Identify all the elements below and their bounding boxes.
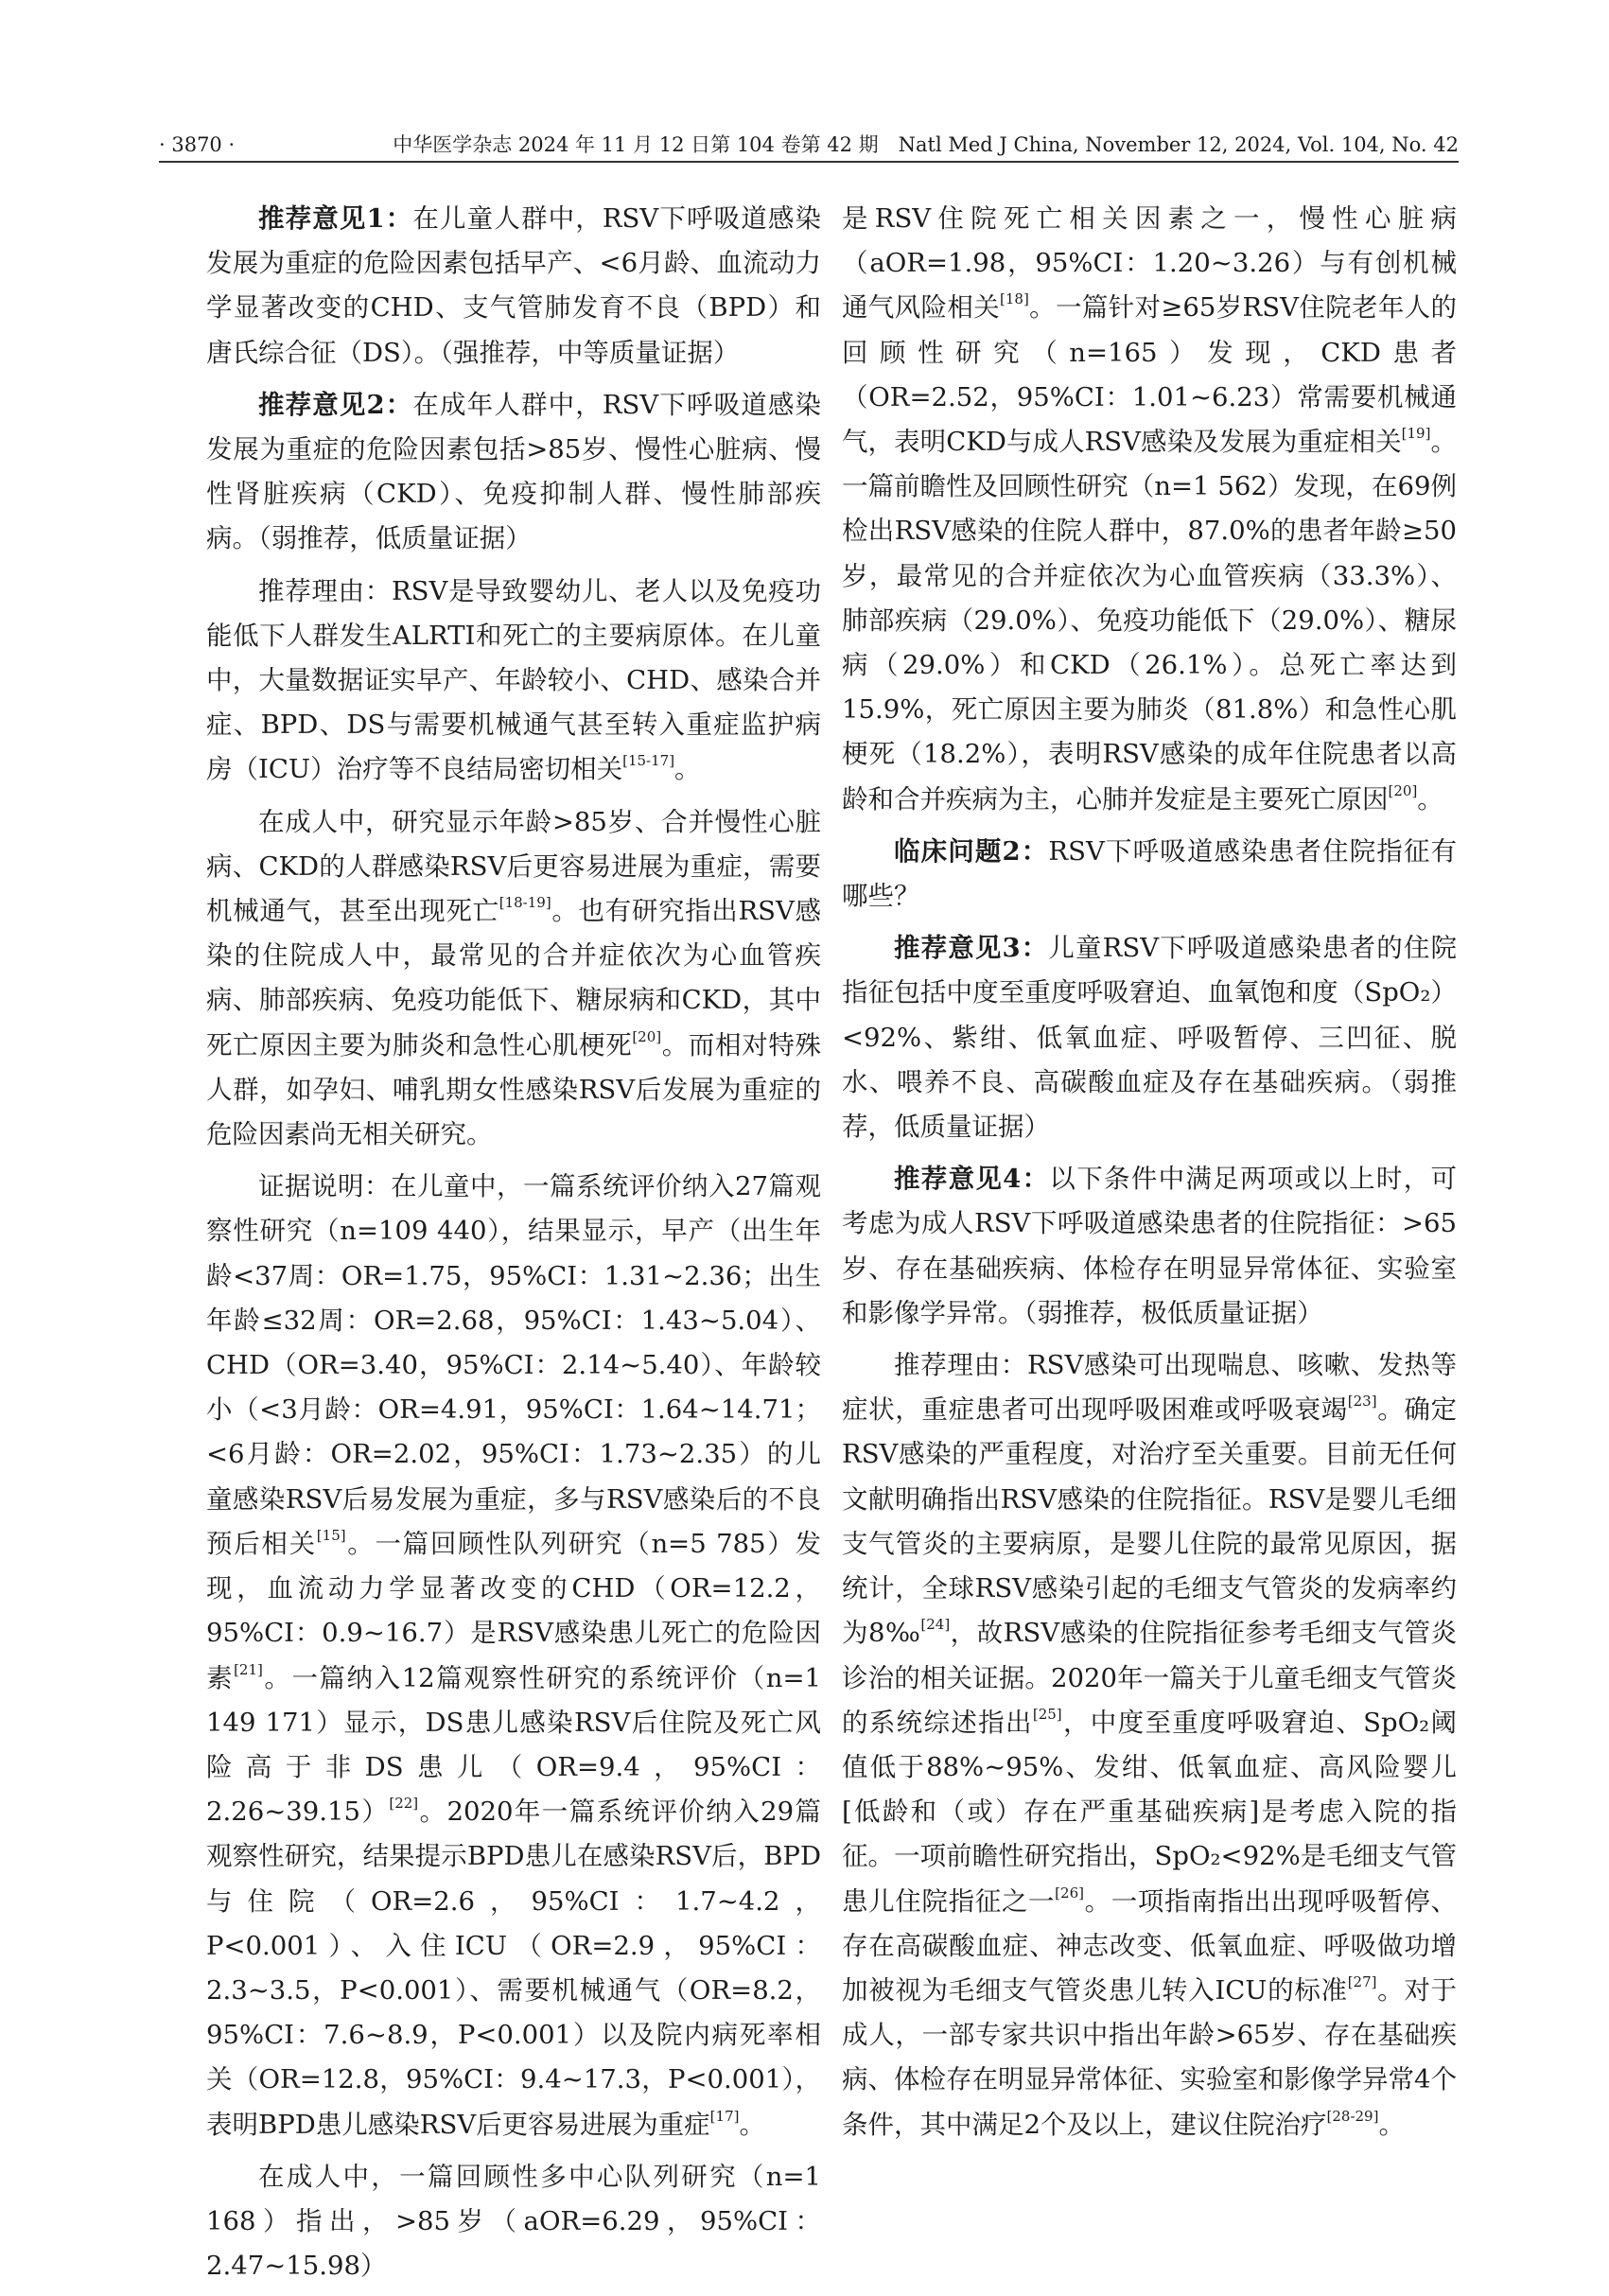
- recommendation-2-label: 推荐意见2：: [258, 389, 413, 420]
- citation-ref: [27]: [1347, 1972, 1377, 1990]
- recommendation-2-text: 在成年人群中，RSV下呼吸道感染发展为重症的危险因素包括>85岁、慢性心脏病、慢性肾脏疾病（CKD）、免疫抑制人群、慢性肺部疾病。（弱推荐，低质量证据）: [206, 389, 822, 554]
- page-number: · 3870 ·: [159, 133, 236, 156]
- journal-citation: 中华医学杂志 2024 年 11 月 12 日第 104 卷第 42 期 Natl Med J China, November 12, 2024, Vol. 104, No. 42: [393, 133, 1459, 156]
- rationale-paragraph-2: 推荐理由：RSV感染可出现喘息、咳嗽、发热等症状，重症患者可出现呼吸困难或呼吸衰竭[23]。确定RSV感染的严重程度，对治疗至关重要。目前无任何文献明确指出RSV感染的住院指征。RSV是婴儿毛细支气管炎的主要病原，是婴儿住院的最常见原因，据统计，全球RSV感染引起的毛细支气管炎的发病率约为8‰[24]，故RSV感染的住院指征参考毛细支气管炎诊治的相关证据。2020年一篇关于儿童毛细支气管炎的系统综述指出[25]，中度至重度呼吸窘迫、SpO₂阈值低于88%~95%、发绀、低氧血症、高风险婴儿[低龄和（或）存在严重基础疾病]是考虑入院的指征。一项前瞻性研究指出，SpO₂<92%是毛细支气管患儿住院指征之一[26]。一项指南指出出现呼吸暂停、存在高碳酸血症、神志改变、低氧血症、呼吸做功增加被视为毛细支气管炎患儿转入ICU的标准[27]。对于成人，一部专家共识中指出年龄>65岁、存在基础疾病、体检存在明显异常体征、实验室和影像学异常4个条件，其中满足2个及以上，建议住院治疗[28-29]。: [842, 1350, 1458, 2140]
- left-column: [206, 197, 821, 2296]
- clinical-question-2-text: RSV下呼吸道感染患者住院指征有哪些？: [842, 835, 1458, 912]
- citation-ref: [26]: [1055, 1884, 1084, 1902]
- citation-ref: [21]: [234, 1660, 263, 1678]
- citation-ref: [23]: [1347, 1393, 1377, 1411]
- citation-ref: [15]: [316, 1526, 346, 1544]
- adult-cohort-paragraph: 在成人中，一篇回顾性多中心队列研究（n=1 168）指出，>85岁（aOR=6.29，95%CI：2.47~15.98）: [206, 2161, 821, 2282]
- continued-paragraph: 是RSV住院死亡相关因素之一，慢性心脏病（aOR=1.98，95%CI：1.20~3.26）与有创机械通气风险相关[18]。一篇针对≥65岁RSV住院老年人的回顾性研究（n=165）发现，CKD患者（OR=2.52，95%CI：1.01~6.23）常需要机械通气，表明CKD与成人RSV感染及发展为重症相关[19]。一篇前瞻性及回顾性研究（n=1 562）发现，在69例检出RSV感染的住院人群中，87.0%的患者年龄≥50岁，最常见的合并症依次为心血管疾病（33.3%）、肺部疾病（29.0%）、免疫功能低下（29.0%）、糖尿病（29.0%）和CKD（26.1%）。总死亡率达到15.9%，死亡原因主要为肺炎（81.8%）和急性心肌梗死（18.2%），表明RSV感染的成年住院患者以高龄和合并疾病为主，心肺并发症是主要死亡原因[20]。: [842, 203, 1457, 815]
- citation-ref: [28-29]: [1326, 2107, 1379, 2125]
- citation-ref: [20]: [632, 1027, 662, 1045]
- recommendation-1-text: 在儿童人群中，RSV下呼吸道感染发展为重症的危险因素包括早产、<6月龄、血流动力学显著改变的CHD、支气管肺发育不良（BPD）和唐氏综合征（DS）。（强推荐，中等质量证据）: [206, 203, 822, 368]
- clinical-question-2-label: 临床问题2：: [894, 835, 1049, 867]
- page-header: [159, 129, 1459, 163]
- recommendation-4: [842, 1157, 1457, 1336]
- recommendation-3-label: 推荐意见3：: [894, 933, 1049, 964]
- evidence-paragraph: 证据说明：在儿童中，一篇系统评价纳入27篇观察性研究（n=109 440），结果显示，早产（出生年龄<37周：OR=1.75，95%CI：1.31~2.36；出生年龄≤32周：OR=2.68，95%CI：1.43~5.04）、CHD（OR=3.40，95%CI：2.14~5.40）、年龄较小（<3月龄：OR=4.91，95%CI：1.64~14.71；<6月龄：OR=2.02，95%CI：1.73~2.35）的儿童感染RSV后易发展为重症，多与RSV感染后的不良预后相关[15]。一篇回顾性队列研究（n=5 785）发现，血流动力学显著改变的CHD（OR=12.2，95%CI：0.9~16.7）是RSV感染患儿死亡的危险因素[21]。一篇纳入12篇观察性研究的系统评价（n=1 149 171）显示，DS患儿感染RSV后住院及死亡风险高于非DS患儿（OR=9.4，95%CI：2.26~39.15）[22]。2020年一篇系统评价纳入29篇观察性研究，结果提示BPD患儿在感染RSV后，BPD与住院（OR=2.6，95%CI：1.7~4.2，P<0.001）、入住ICU（OR=2.9，95%CI：2.3~3.5，P<0.001）、需要机械通气（OR=8.2，95%CI：7.6~8.9，P<0.001）以及院内病死率相关（OR=12.8，95%CI：9.4~17.3，P<0.001），表明BPD患儿感染RSV后更容易进展为重症[17]。: [206, 1171, 822, 2140]
- citation-ref: [19]: [1401, 425, 1431, 443]
- right-column: [842, 197, 1457, 2155]
- recommendation-1: [206, 197, 821, 376]
- citation-ref: [17]: [709, 2107, 740, 2125]
- citation-ref: [18-19]: [498, 894, 551, 912]
- citation-ref: [22]: [389, 1795, 419, 1813]
- citation-ref: [18]: [1000, 290, 1029, 308]
- clinical-question-2: [842, 830, 1457, 919]
- recommendation-2: [206, 383, 821, 562]
- citation-ref: [20]: [1388, 781, 1418, 799]
- adult-risk-paragraph: 在成人中，研究显示年龄>85岁、合并慢性心脏病、CKD的人群感染RSV后更容易进展为重症，需要机械通气，甚至出现死亡[18-19]。也有研究指出RSV感染的住院成人中，最常见的合并症依次为心血管疾病、肺部疾病、免疫功能低下、糖尿病和CKD，其中死亡原因主要为肺炎和急性心肌梗死[20]。而相对特殊人群，如孕妇、哺乳期女性感染RSV后发展为重症的危险因素尚无相关研究。: [206, 806, 822, 1150]
- recommendation-3-text: 儿童RSV下呼吸道感染患者的住院指征包括中度至重度呼吸窘迫、血氧饱和度（SpO₂）<92%、紫绀、低氧血症、呼吸暂停、三凹征、脱水、喂养不良、高碳酸血症及存在基础疾病。（弱推荐，低质量证据）: [842, 933, 1458, 1143]
- recommendation-3: [842, 926, 1457, 1149]
- citation-ref: [15-17]: [622, 752, 675, 770]
- citation-ref: [25]: [1032, 1705, 1062, 1723]
- citation-ref: [24]: [920, 1616, 951, 1634]
- recommendation-4-text: 以下条件中满足两项或以上时，可考虑为成人RSV下呼吸道感染患者的住院指征：>65岁、存在基础疾病、体检存在明显异常体征、实验室和影像学异常。（弱推荐，极低质量证据）: [842, 1164, 1458, 1328]
- rationale-paragraph: 推荐理由：RSV是导致婴幼儿、老人以及免疫功能低下人群发生ALRTI和死亡的主要病原体。在儿童中，大量数据证实早产、年龄较小、CHD、感染合并症、BPD、DS与需要机械通气甚至转入重症监护病房（ICU）治疗等不良结局密切相关[15-17]。: [206, 575, 821, 785]
- recommendation-1-label: 推荐意见1：: [258, 203, 413, 234]
- recommendation-4-label: 推荐意见4：: [894, 1164, 1050, 1195]
